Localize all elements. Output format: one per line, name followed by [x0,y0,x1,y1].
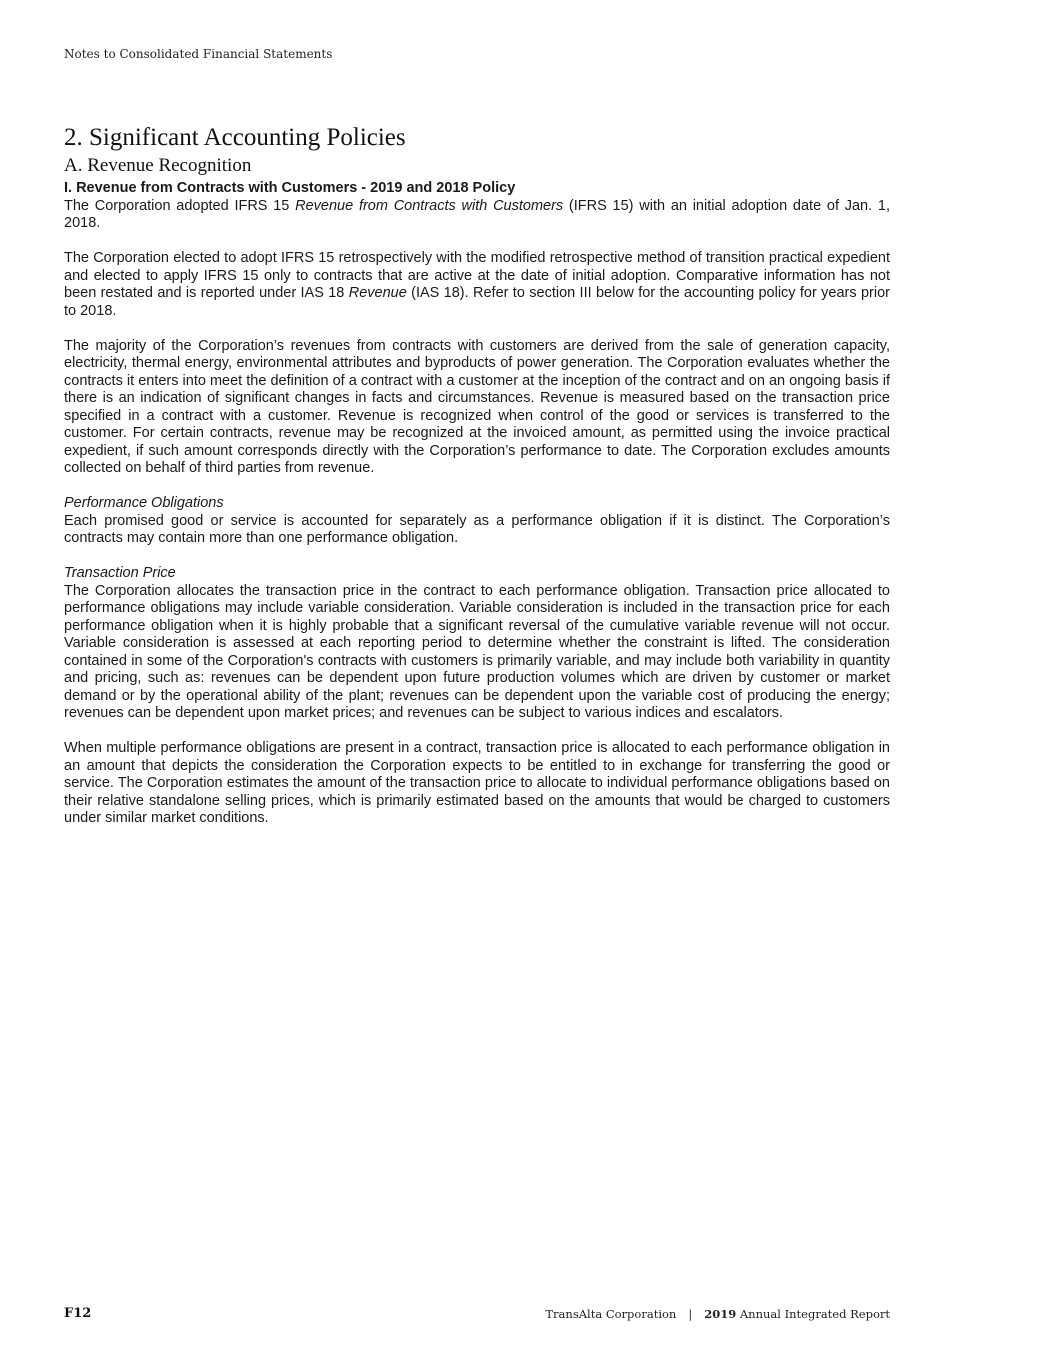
running-header: Notes to Consolidated Financial Statements [64,47,333,61]
paragraph-transition: The Corporation elected to adopt IFRS 15 retrospectively with the modified retrospective method of transition practical expedient and elected to apply IFRS 15 only to contracts that are active at the date of initial adoption. Comparative information has not been restated and is reported under IAS 18 Revenue (IAS 18). Refer to section III below for the accounting policy for years prior to 2018. [64,250,890,319]
page-number: F12 [64,1306,92,1321]
paragraph-performance-obligations: Each promised good or service is accounted for separately as a performance obligation if it is distinct. The Corporation’s contracts may contain more than one performance obligation. [64,512,890,546]
performance-obligations-heading: Performance Obligations [64,495,224,511]
transaction-price-heading: Transaction Price [64,565,176,581]
section-title: 2. Significant Accounting Policies [64,124,406,151]
footer-report-name: Annual Integrated Report [739,1307,890,1321]
footer-report-info [545,1307,890,1321]
footer-separator: | [688,1307,693,1321]
subsection-title: I. Revenue from Contracts with Customers - 2019 and 2018 Policy [64,180,516,196]
section-subtitle: A. Revenue Recognition [64,155,252,176]
paragraph-transaction-price: The Corporation allocates the transaction price in the contract to each performance obligation. Transaction price allocated to performance obligations may include variable consideration. Variable consideration is included in the transaction price for each performance obligation when it is highly probable that a significant reversal of the cumulative variable revenue will not occur. Variable consideration is assessed at each reporting period to determine whether the constraint is lifted. The consideration contained in some of the Corporation's contracts with customers is primarily variable, and may include both variability in quantity and pricing, such as: revenues can be dependent upon future production volumes which are driven by customer or market demand or by the operational ability of the plant; revenues can be dependent upon the variable cost of producing the energy; revenues can be dependent upon market prices; and revenues can be subject to various indices and escalators. [64,582,890,721]
main-content [64,122,890,845]
footer-company: TransAlta Corporation [545,1307,677,1321]
paragraph-revenue-sources: The majority of the Corporation’s revenues from contracts with customers are derived from the sale of generation capacity, electricity, thermal energy, environmental attributes and byproducts of power generation. The Corporation evaluates whether the contracts it enters into meet the definition of a contract with a customer at the inception of the contract and on an ongoing basis if there is an indication of significant changes in facts and circumstances. Revenue is measured based on the transaction price specified in a contract with a customer. Revenue is recognized when control of the good or services is transferred to the customer. For certain contracts, revenue may be recognized at the invoiced amount, as permitted using the invoice practical expedient, if such amount corresponds directly with the Corporation’s performance to date. The Corporation excludes amounts collected on behalf of third parties from revenue. [64,337,890,476]
paragraph-adoption: The Corporation adopted IFRS 15 Revenue from Contracts with Customers (IFRS 15) with an initial adoption date of Jan. 1, 2018. [64,197,891,231]
footer-year: 2019 [704,1307,737,1321]
paragraph-allocation: When multiple performance obligations are present in a contract, transaction price is allocated to each performance obligation in an amount that depicts the consideration the Corporation expects to be entitled to in exchange for transferring the good or service. The Corporation estimates the amount of the transaction price to allocate to individual performance obligations based on their relative standalone selling prices, which is primarily estimated based on the amounts that would be charged to customers under similar market conditions. [64,740,890,826]
